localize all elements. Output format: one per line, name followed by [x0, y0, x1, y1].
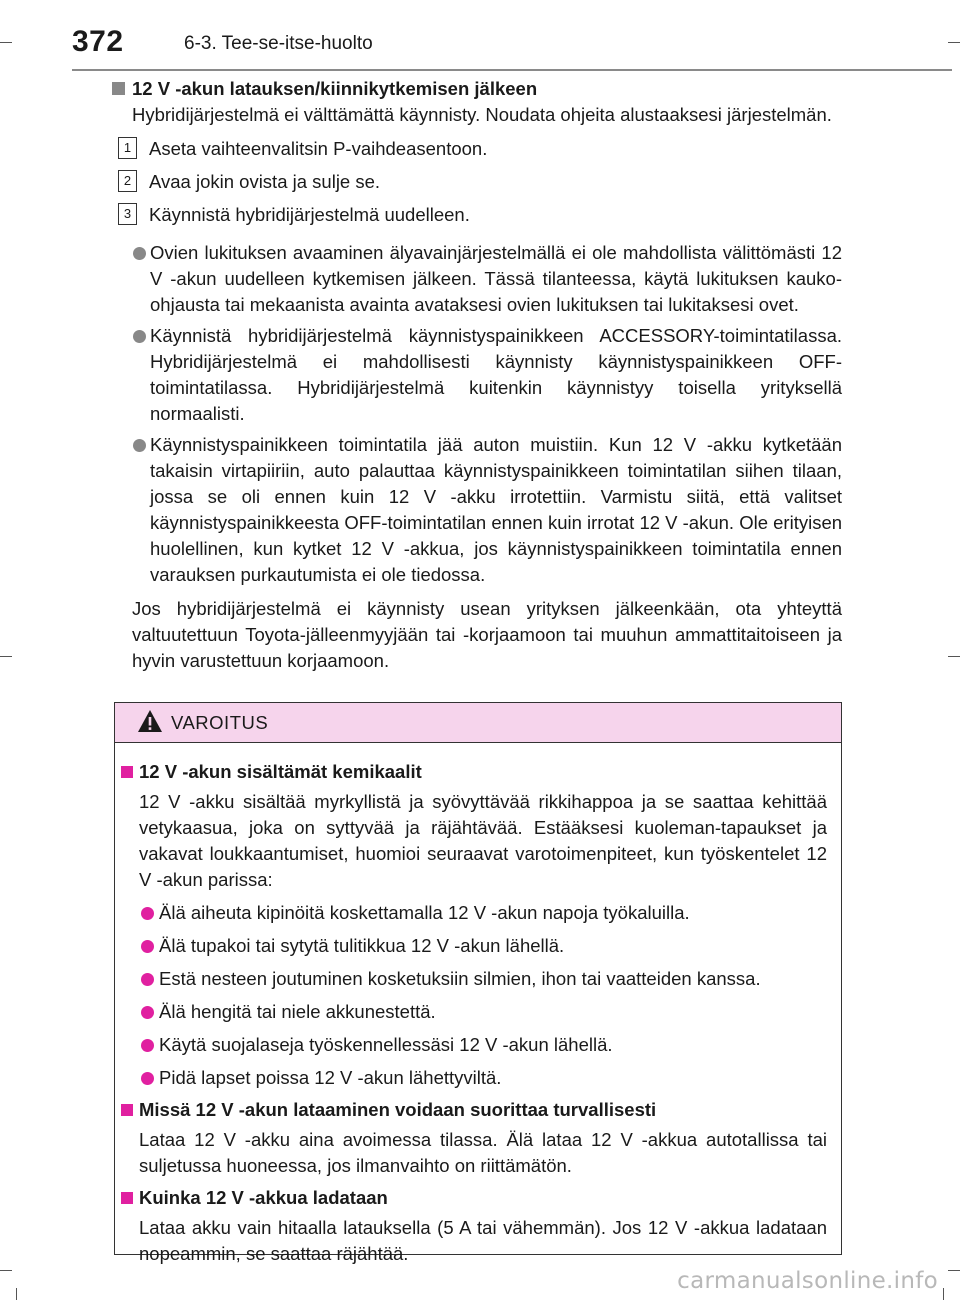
warning-section-heading	[115, 1185, 827, 1211]
warning-bullet-text: Käytä suojalaseja työskennellessäsi 12 V -akun lähellä.	[159, 1034, 613, 1055]
warning-bullet-text: Älä hengitä tai niele akkunestettä.	[159, 1001, 436, 1022]
header-rule	[72, 69, 952, 71]
crop-mark	[0, 42, 12, 43]
bullet-text: Käynnistä hybridijärjestelmä käynnistyspainikkeen ACCESSORY-toimintatilassa. Hybridijärjestelmä ei mahdollisesti käynnisty käynnistyspainikkeen OFF-toimintatilassa. Hybridijärjestelmä kuitenkin käynnistyy toisella yrityksellä normaalisti.	[150, 325, 842, 424]
circle-bullet-icon	[133, 330, 146, 343]
circle-bullet-icon	[133, 247, 146, 260]
watermark: carmanualsonline.info	[677, 1268, 938, 1294]
crop-mark	[943, 1288, 944, 1300]
bullet-text: Ovien lukituksen avaaminen älyavainjärjestelmällä ei ole mahdollista välittömästi 12 V -akun uudelleen kytkemisen jälkeen. Tässä tilanteessa, käytä lukituksen kauko-ohjausta tai mekaanista avainta avataksesi ovien lukituksen tai lukitaksesi ovet.	[150, 242, 842, 315]
warning-bullet	[115, 900, 827, 926]
warning-bullet	[115, 1032, 827, 1058]
warning-triangle-icon	[137, 709, 163, 733]
warning-heading-text: Missä 12 V -akun lataaminen voidaan suorittaa turvallisesti	[139, 1099, 657, 1120]
warning-bullet	[115, 999, 827, 1025]
circle-bullet-icon	[141, 973, 154, 986]
crop-mark	[948, 1270, 960, 1271]
circle-bullet-icon	[141, 1072, 154, 1085]
step-number-box: 1	[118, 137, 137, 159]
warning-section-heading	[115, 1097, 827, 1123]
bullet-item	[112, 323, 842, 427]
page-number: 372	[72, 25, 124, 58]
warning-bullet-text: Estä nesteen joutuminen kosketuksiin silmien, ihon tai vaatteiden kanssa.	[159, 968, 761, 989]
warning-heading-text: Kuinka 12 V -akkua ladataan	[139, 1187, 388, 1208]
circle-bullet-icon	[141, 1006, 154, 1019]
step-list	[112, 136, 842, 235]
warning-bullet-text: Älä tupakoi tai sytytä tulitikkua 12 V -akun lähellä.	[159, 935, 565, 956]
square-bullet-icon	[121, 1192, 133, 1204]
page-header	[72, 22, 932, 62]
step-number-box: 2	[118, 170, 137, 192]
circle-bullet-icon	[141, 940, 154, 953]
bullet-item	[112, 432, 842, 588]
warning-bullet-text: Älä aiheuta kipinöitä koskettamalla 12 V -akun napoja työkaluilla.	[159, 902, 690, 923]
warning-paragraph: Lataa akku vain hitaalla latauksella (5 A tai vähemmän). Jos 12 V -akkua ladataan nopeammin, se saattaa räjähtää.	[139, 1217, 827, 1264]
closing-paragraph: Jos hybridijärjestelmä ei käynnisty usean yrityksen jälkeenkään, ota yhteyttä valtuutettuun Toyota-jälleenmyyjään tai -korjaamoon tai muuhun ammattitaitoiseen ja hyvin varustettuun korjaamoon.	[132, 598, 842, 671]
section-heading-text: 12 V -akun latauksen/kiinnikytkemisen jälkeen	[132, 78, 538, 99]
crop-mark	[0, 656, 12, 657]
section-heading	[112, 76, 842, 102]
square-bullet-icon	[121, 766, 133, 778]
step-text: Avaa jokin ovista ja sulje se.	[149, 171, 381, 192]
bullet-text: Käynnistyspainikkeen toimintatila jää auton muistiin. Kun 12 V -akku kytketään takaisin virtapiiriin, auto palauttaa käynnistyspainikkeen toimintatilan siihen tilaan, jossa se oli ennen kuin 12 V -akku irrotettiin. Varmistu siitä, että valitset käynnistyspainikkeesta OFF-toimintatilan ennen kuin irrotat 12 V -akun. Ole erityisen huolellinen, kun kytket 12 V -akkua, jos käynnistyspainikkeen toimintatila ennen varauksen purkautumista ei ole tiedossa.	[150, 434, 843, 585]
warning-body	[115, 759, 827, 1267]
warning-bullet-text: Pidä lapset poissa 12 V -akun lähettyviltä.	[159, 1067, 502, 1088]
crop-mark	[0, 1270, 12, 1271]
warning-bullet	[115, 933, 827, 959]
crop-mark	[948, 656, 960, 657]
crop-mark	[948, 42, 960, 43]
square-bullet-icon	[112, 82, 125, 95]
warning-section-heading	[115, 759, 827, 785]
warning-bullet	[115, 966, 827, 992]
step-number-box: 3	[118, 203, 137, 225]
warning-title: VAROITUS	[171, 712, 269, 733]
step-text: Käynnistä hybridijärjestelmä uudelleen.	[149, 204, 470, 225]
warning-paragraph: 12 V -akku sisältää myrkyllistä ja syövyttävää rikkihappoa ja se saattaa kehittää vetykaasua, joka on syttyvää ja räjähtävää. Estääksesi kuoleman-tapaukset ja vakavat loukkaantumiset, huomioi seuraavat varotoimenpiteet, kun työskentelet 12 V -akun parissa:	[139, 791, 827, 890]
intro-paragraph: Hybridijärjestelmä ei välttämättä käynnisty. Noudata ohjeita alustaaksesi järjestelmän.	[132, 104, 832, 125]
warning-bullet	[115, 1065, 827, 1091]
circle-bullet-icon	[141, 907, 154, 920]
circle-bullet-icon	[133, 439, 146, 452]
step-text: Aseta vaihteenvalitsin P-vaihdeasentoon.	[149, 138, 488, 159]
square-bullet-icon	[121, 1104, 133, 1116]
bullet-item	[112, 240, 842, 318]
warning-heading-text: 12 V -akun sisältämät kemikaalit	[139, 761, 422, 782]
warning-paragraph: Lataa 12 V -akku aina avoimessa tilassa. Älä lataa 12 V -akkua autotallissa tai suljetussa huoneessa, jos ilmanvaihto on riittämätön.	[139, 1129, 827, 1176]
warning-box	[114, 702, 842, 1264]
step-item	[112, 136, 842, 169]
warning-header	[115, 703, 841, 743]
circle-bullet-icon	[141, 1039, 154, 1052]
section-title: 6-3. Tee-se-itse-huolto	[184, 33, 373, 54]
main-content	[112, 76, 842, 674]
step-item	[112, 202, 842, 235]
step-item	[112, 169, 842, 202]
crop-mark	[16, 1288, 17, 1300]
